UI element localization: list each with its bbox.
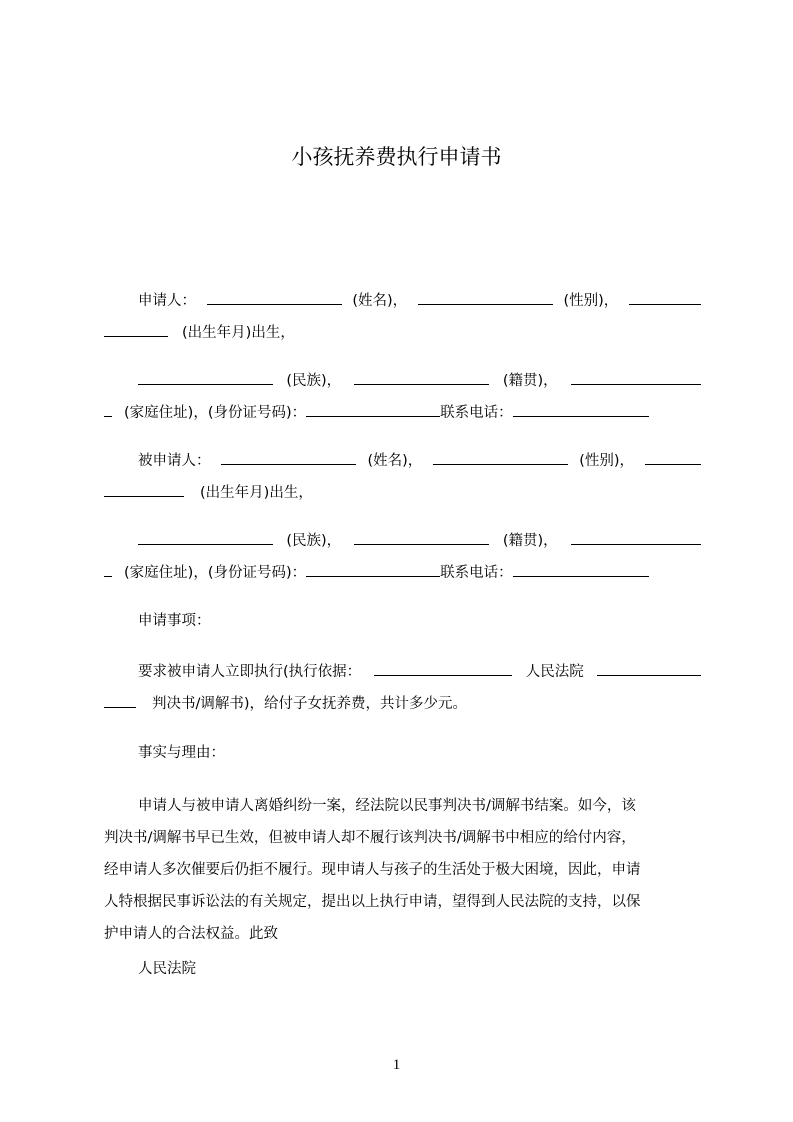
- respondent-phone-blank: [513, 575, 649, 577]
- respondent-name-blank: [221, 463, 356, 465]
- facts-line: 护申请人的合法权益。此致: [104, 926, 278, 942]
- applicant-origin-blank: [354, 383, 489, 385]
- applicant-line-4: [104, 397, 701, 429]
- matters-heading: 申请事项：: [138, 613, 211, 629]
- facts-line: 申请人与被申请人离婚纠纷一案，经法院以民事判决书/调解书结案。如今，该: [138, 798, 636, 814]
- applicant-label: 申请人：: [138, 293, 196, 309]
- applicant-ethnicity-suffix: (民族)，: [286, 373, 342, 389]
- respondent-origin-blank: [354, 543, 489, 545]
- applicant-phone-label: 联系电话：: [440, 405, 513, 421]
- applicant-details-section: [104, 365, 701, 429]
- facts-line: 人特根据民事诉讼法的有关规定，提出以上执行申请，望得到人民法院的支持，以保: [104, 894, 641, 910]
- respondent-ethnicity-suffix: (民族)，: [286, 533, 342, 549]
- applicant-address-blank-start: [571, 383, 701, 385]
- respondent-name-suffix: (姓名)，: [367, 453, 423, 469]
- applicant-ethnicity-blank: [138, 383, 273, 385]
- applicant-phone-blank: [513, 415, 649, 417]
- matters-line-2-text: 判决书/调解书)，给付子女抚养费，共计多少元。: [152, 696, 468, 712]
- respondent-line-2: [104, 477, 701, 509]
- respondent-line-3: [104, 525, 701, 557]
- respondent-id-blank: [306, 575, 440, 577]
- respondent-birth-suffix: (出生年月)出生，: [200, 485, 313, 501]
- applicant-id-blank: [306, 415, 440, 417]
- applicant-name-blank: [207, 303, 342, 305]
- document-title: 小孩抚养费执行申请书: [291, 145, 502, 169]
- respondent-address-blank-start: [571, 543, 701, 545]
- applicant-gender-blank: [418, 303, 553, 305]
- page-number: 1: [392, 1057, 401, 1073]
- respondent-line-1: [104, 445, 701, 477]
- applicant-origin-suffix: (籍贯)，: [502, 373, 558, 389]
- respondent-origin-suffix: (籍贯)，: [502, 533, 558, 549]
- case-number-blank-end: [104, 706, 136, 708]
- respondent-details-section: [104, 525, 701, 589]
- applicant-name-suffix: (姓名)，: [352, 293, 408, 309]
- respondent-birth-blank-end: [104, 495, 184, 497]
- respondent-phone-label: 联系电话：: [440, 565, 513, 581]
- facts-heading-section: [104, 737, 701, 769]
- respondent-gender-blank: [433, 463, 568, 465]
- matters-heading-section: [104, 605, 701, 637]
- applicant-address-blank-end: [104, 415, 112, 417]
- matters-line-2: [104, 688, 701, 720]
- respondent-gender-suffix: (性别)，: [579, 453, 635, 469]
- applicant-identity-section: [104, 285, 701, 349]
- facts-line: 判决书/调解书早已生效，但被申请人却不履行该判决书/调解书中相应的给付内容，: [104, 830, 636, 846]
- addressee-section: [104, 953, 701, 985]
- applicant-address-id-label: (家庭住址)，(身份证号码)：: [124, 405, 307, 421]
- facts-section: [104, 790, 701, 950]
- respondent-ethnicity-blank: [138, 543, 273, 545]
- applicant-line-3: [104, 365, 701, 397]
- applicant-birth-suffix: (出生年月)出生，: [182, 325, 295, 341]
- facts-line: 经申请人多次催要后仍拒不履行。现申请人与孩子的生活处于极大困境，因此，申请: [104, 862, 641, 878]
- case-number-blank-start: [597, 674, 701, 676]
- execution-basis-blank: [374, 674, 512, 676]
- applicant-line-1: [104, 285, 701, 317]
- matters-section: [104, 656, 701, 720]
- respondent-address-blank-end: [104, 575, 112, 577]
- applicant-line-2: [104, 317, 701, 349]
- applicant-birth-blank-end: [104, 335, 168, 337]
- respondent-identity-section: [104, 445, 701, 509]
- addressee: 人民法院: [138, 961, 196, 977]
- respondent-birth-blank-start: [645, 463, 701, 465]
- applicant-birth-blank-start: [629, 303, 701, 305]
- matters-court-label: 人民法院: [525, 664, 584, 680]
- matters-line-1: [104, 656, 701, 688]
- matters-prefix: 要求被申请人立即执行(执行依据：: [138, 664, 362, 680]
- applicant-gender-suffix: (性别)，: [563, 293, 619, 309]
- facts-heading: 事实与理由：: [138, 745, 225, 761]
- respondent-address-id-label: (家庭住址)，(身份证号码)：: [124, 565, 307, 581]
- respondent-line-4: [104, 557, 701, 589]
- respondent-label: 被申请人：: [138, 453, 211, 469]
